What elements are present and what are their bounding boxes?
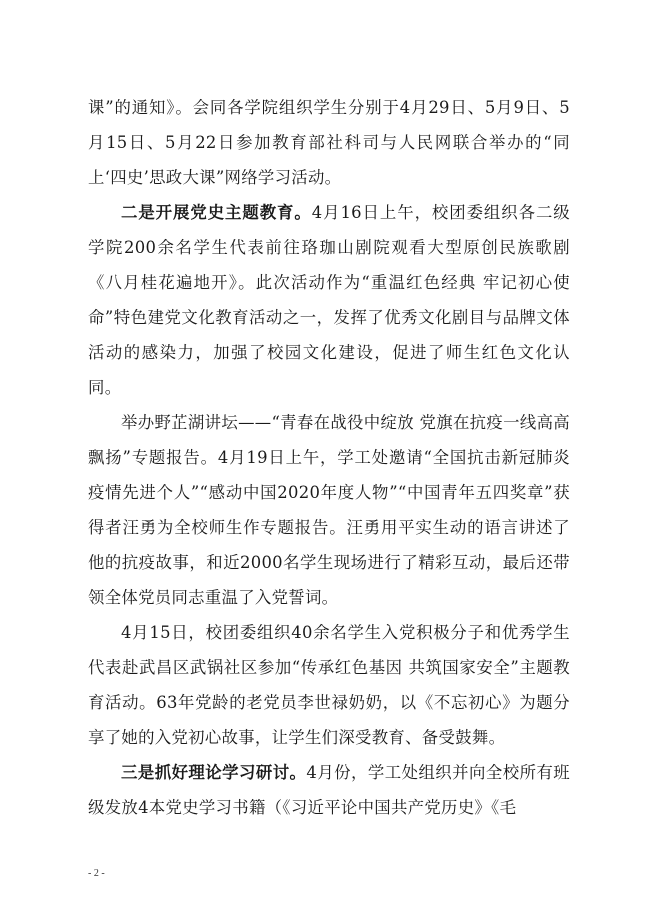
paragraph-text: 举办野芷湖讲坛——“青春在战役中绽放 党旗在抗疫一线高高飘扬”专题报告。4月19日上午，学工处邀请“全国抗击新冠肺炎疫情先进个人”“感动中国2020年度人物”“中国青年五四奖章”获得者汪勇为全校师生作专题报告。汪勇用平实生动的语言讲述了他的抗疫故事，和近2000名学生现场进行了精彩互动，最后还带领全体党员同志重温了入党誓词。 — [88, 413, 570, 607]
paragraph-text: 4月16日上午，校团委组织各二级学院200余名学生代表前往珞珈山剧院观看大型原创民族歌剧《八月桂花遍地开》。此次活动作为“重温红色经典 牢记初心使命”特色建党文化教育活动之一，发挥了优秀文化剧目与品牌文体活动的感染力，加强了校园文化建设，促进了师生红色文化认同。 — [88, 203, 570, 397]
paragraph-community-activity — [88, 615, 570, 755]
paragraph-text: 课”的通知》。会同各学院组织学生分别于4月29日、5月9日、5月15日、5月22日参加教育部社科司与人民网联合举办的“同上‘四史’思政大课”网络学习活动。 — [88, 98, 570, 187]
document-body — [88, 90, 570, 825]
paragraph-text: 4月15日，校团委组织40余名学生入党积极分子和优秀学生代表赴武昌区武锅社区参加“传承红色基因 共筑国家安全”主题教育活动。63年党龄的老党员李世禄奶奶，以《不忘初心》为题分享了她的入党初心故事，让学生们深受教育、备受鼓舞。 — [88, 623, 570, 747]
paragraph-text: 4月份，学工处组织并向全校所有班级发放4本党史学习书籍（《习近平论中国共产党历史》《毛 — [88, 763, 570, 817]
paragraph-theory-study — [88, 755, 570, 825]
paragraph-party-history-education — [88, 195, 570, 405]
paragraph-lecture-forum — [88, 405, 570, 615]
paragraph-continuation — [88, 90, 570, 195]
paragraph-lead: 三是抓好理论学习研讨。 — [121, 763, 307, 782]
page-number: - 2 - — [88, 868, 105, 879]
paragraph-lead: 二是开展党史主题教育。 — [121, 203, 312, 222]
